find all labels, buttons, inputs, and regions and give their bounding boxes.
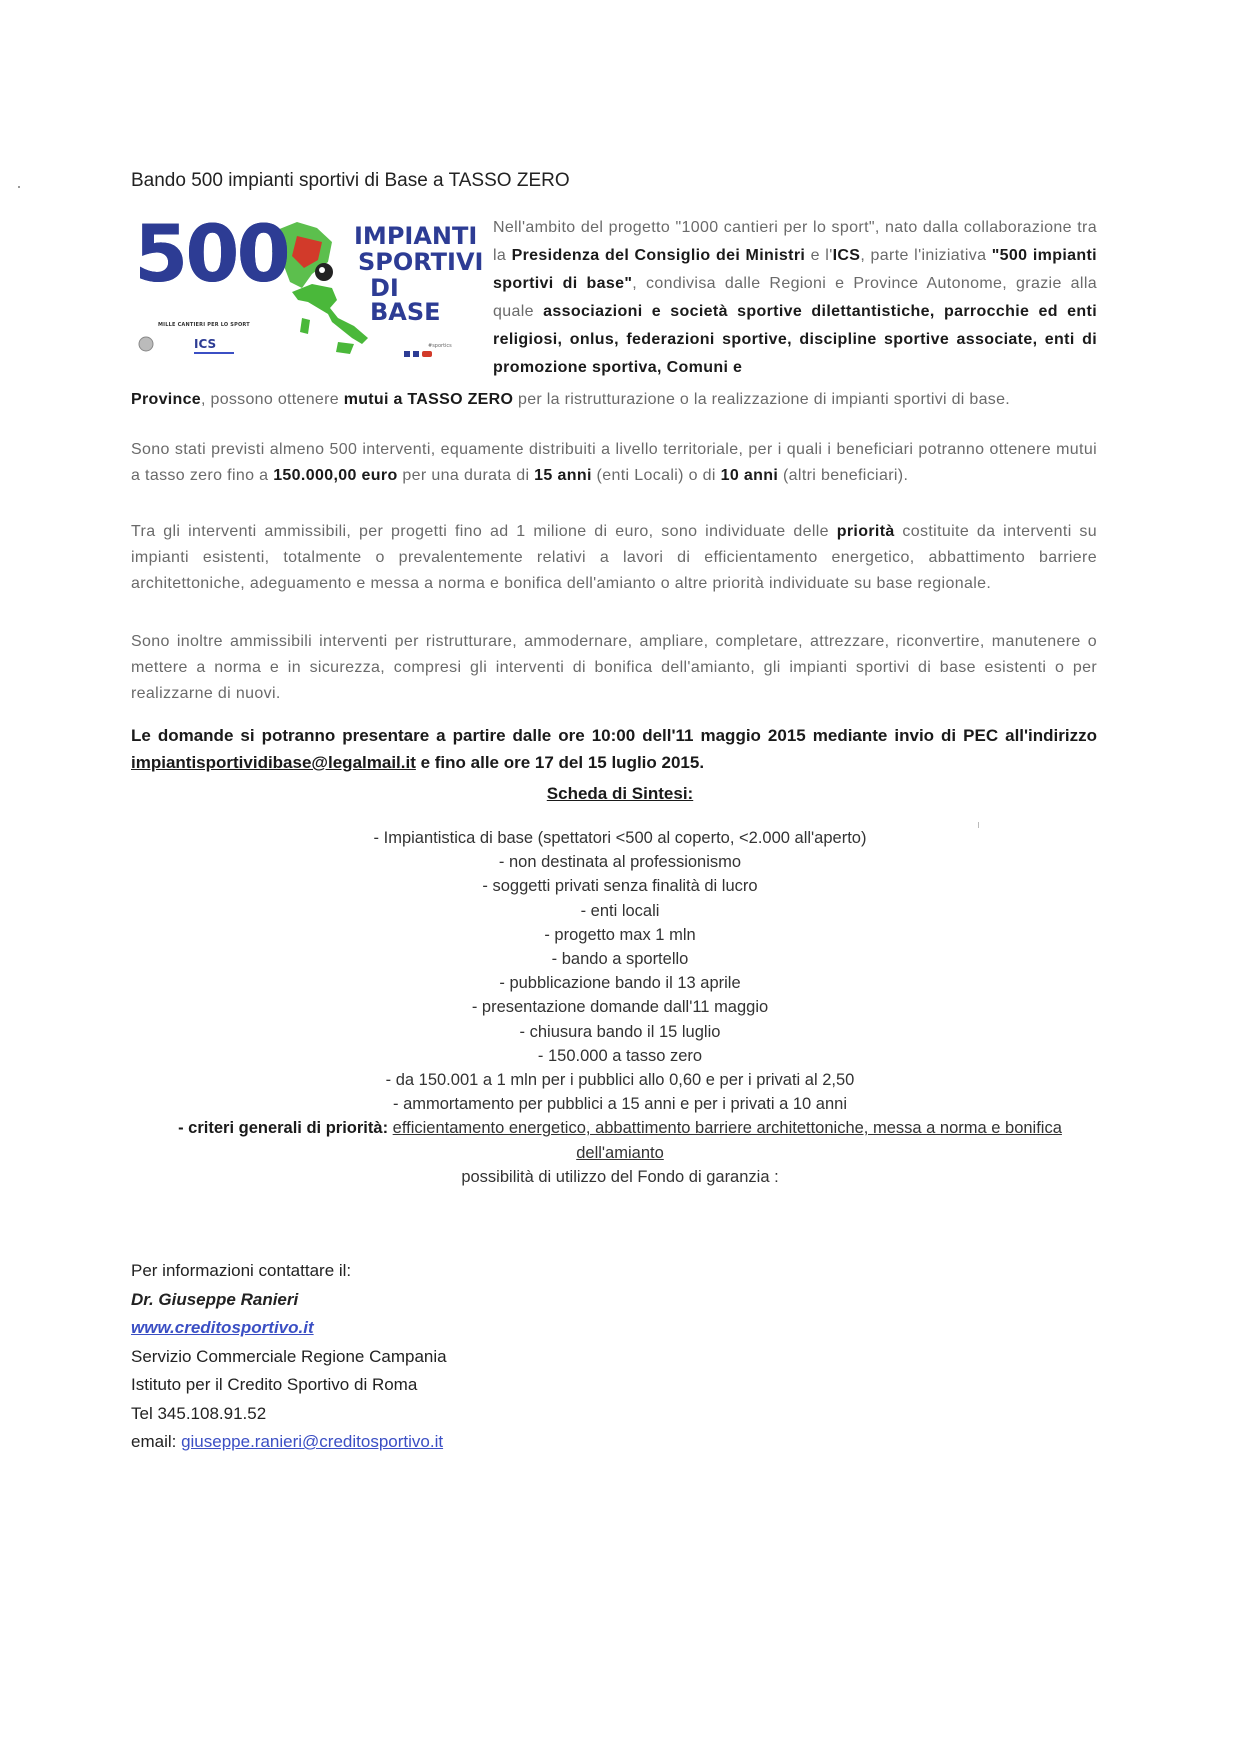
summary-title: Scheda di Sintesi: [546, 784, 694, 803]
intro-paragraph-tail [131, 386, 1097, 414]
logo-ics: ICS [194, 337, 217, 351]
summary-item: - Impiantistica di base (spettatori <500 al coperto, <2.000 all'aperto) [373, 829, 867, 847]
intro-text: , possono ottenere [201, 391, 344, 408]
intro-bold: Province [131, 391, 201, 408]
para-text: (altri beneficiari). [778, 467, 909, 484]
italy-map-icon [292, 284, 368, 354]
intro-bold: ICS [832, 247, 861, 264]
intro-bold: associazioni e società sportive dilettantistiche, parrocchie ed enti religiosi, onlus, federazioni sportive, discipline sportive associate, enti di promozione sportiva, Comuni e [493, 303, 1097, 376]
paragraph-priorita [131, 519, 1097, 597]
logo-hashtag: #sportics [428, 343, 452, 349]
para-bold: 15 anni [534, 467, 592, 484]
scan-mark [18, 186, 20, 188]
summary-fondo: possibilità di utilizzo del Fondo di garanzia : [461, 1167, 779, 1186]
logo-line-1: IMPIANTI [354, 222, 478, 250]
logo-line-3: DI BASE [370, 274, 441, 326]
intro-bold: "500 impianti sportivi di base" [493, 247, 1097, 292]
criteria-value: efficientamento energetico, abbattimento barriere architettoniche, messa a norma e bonifica dell'amianto [392, 1119, 1062, 1162]
contact-block [131, 1257, 447, 1457]
contact-tel: Tel 345.108.91.52 [131, 1403, 267, 1423]
summary-item: - non destinata al professionismo [498, 853, 742, 872]
para-text: costituite da interventi su impianti esistenti, totalmente o prevalentemente relativi a lavori di efficientamento energetico, abbattimento barriere architettoniche, adeguamento e messa a norma e bonifica dell'amianto o altre priorità individuate su base regionale. [131, 523, 1098, 592]
intro-bold: mutui a TASSO ZERO [343, 391, 514, 408]
contact-email-line [131, 1428, 447, 1457]
logo-line-2: SPORTIVI [358, 248, 484, 276]
paragraph-ammissibili: Sono inoltre ammissibili interventi per ristrutturare, ammodernare, ampliare, completare, attrezzare, riconvertire, manutenere o mettere a norma e in sicurezza, compresi gli interventi di bonifica dell'amianto, gli impianti sportivi di base esistenti o per realizzarne di nuovi. [131, 633, 1097, 702]
deadline-paragraph [131, 722, 1097, 776]
para-text: (enti Locali) o di [591, 467, 721, 484]
logo-tagline: MILLE CANTIERI PER LO SPORT [158, 322, 250, 328]
seal-icon [139, 337, 153, 351]
contact-email-link[interactable]: giuseppe.ranieri@creditosportivo.it [181, 1432, 444, 1451]
intro-text: per la ristrutturazione o la realizzazione di impianti sportivi di base. [513, 391, 1011, 408]
website-link[interactable]: www.creditosportivo.it [131, 1318, 314, 1337]
summary-item: - chiusura bando il 15 luglio [519, 1022, 721, 1041]
contact-org: Istituto per il Credito Sportivo di Roma [131, 1375, 418, 1394]
deadline-text: Le domande si potranno presentare a partire dalle ore 10:00 dell'11 maggio 2015 mediante invio di PEC all'indirizzo [131, 726, 1097, 745]
document-title: Bando 500 impianti sportivi di Base a TASSO ZERO [131, 170, 570, 191]
intro-paragraph [493, 214, 1097, 382]
summary-item: - enti locali [580, 901, 660, 920]
para-text: Tra gli interventi ammissibili, per progetti fino ad 1 milione di euro, sono individuate delle [131, 523, 837, 540]
summary-item: - bando a sportello [551, 950, 689, 969]
intro-text: e l' [805, 247, 833, 264]
criteria-label: - criteri generali di priorità: [178, 1119, 389, 1138]
pec-email-link[interactable]: impiantisportividibase@legalmail.it [131, 753, 416, 772]
logo-500-impianti [132, 210, 484, 366]
para-bold: 10 anni [720, 467, 779, 484]
contact-name: Dr. Giuseppe Ranieri [131, 1289, 299, 1309]
para-bold: 150.000,00 euro [273, 467, 398, 484]
logo-number: 500 [134, 210, 288, 300]
intro-text: , condivisa dalle Regioni e Province Autonome, grazie alla quale [493, 275, 1097, 320]
summary-item: - pubblicazione bando il 13 aprile [499, 974, 741, 993]
paragraph-interventi [131, 437, 1097, 489]
deadline-text: e fino alle ore 17 del 15 luglio 2015. [415, 753, 705, 772]
para-bold: priorità [836, 523, 895, 540]
summary-item: - ammortamento per pubblici a 15 anni e per i privati a 10 anni [393, 1095, 847, 1114]
summary-item: - 150.000 a tasso zero [537, 1046, 703, 1065]
summary-list [150, 826, 1090, 1189]
intro-bold: Presidenza del Consiglio dei Ministri [511, 247, 806, 264]
contact-dept: Servizio Commerciale Regione Campania [131, 1346, 447, 1366]
contact-intro: Per informazioni contattare il: [131, 1261, 352, 1280]
email-label: email: [131, 1432, 182, 1451]
summary-item: - da 150.001 a 1 mln per i pubblici allo 0,60 e per i privati al 2,50 [385, 1071, 855, 1090]
summary-item: - progetto max 1 mln [544, 925, 696, 944]
para-text: per una durata di [397, 467, 535, 484]
para-text: Sono stati previsti almeno 500 interventi, equamente distribuiti a livello territoriale, per i quali i beneficiari potranno ottenere mutui a tasso zero fino a [131, 441, 1097, 484]
intro-text: Nell'ambito del progetto "1000 cantieri per lo sport", nato dalla collaborazione tra la [493, 219, 1097, 264]
intro-text: , parte l'iniziativa [860, 247, 992, 264]
summary-criteria [150, 1116, 1090, 1164]
summary-item: - presentazione domande dall'11 maggio [471, 998, 769, 1017]
summary-item: - soggetti privati senza finalità di lucro [482, 877, 758, 896]
